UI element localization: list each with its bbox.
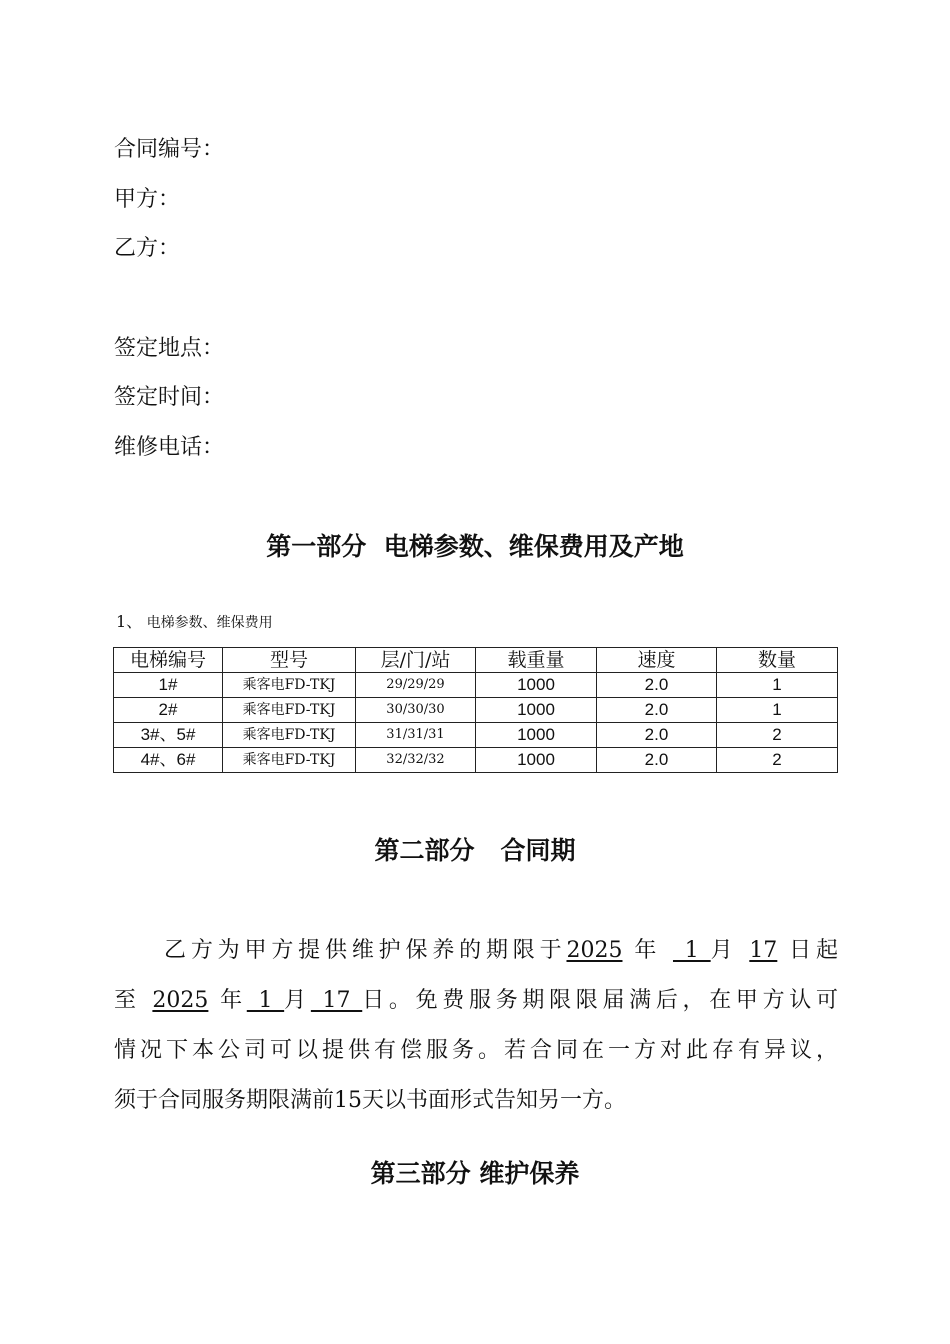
cell-load: 1000 [476, 673, 597, 698]
party-a-label: 甲方： [114, 187, 181, 212]
sign-time-label: 签定时间： [114, 385, 225, 410]
cell-floors: 31/31/31 [356, 723, 476, 748]
header-floors: 层/门/站 [356, 648, 476, 673]
table-row [114, 698, 838, 723]
start-month-char: 月 [710, 938, 738, 963]
table-row [114, 723, 838, 748]
elevator-params-table [113, 647, 838, 773]
sign-place-label: 签定地点： [114, 336, 225, 361]
table-row [114, 673, 838, 698]
paragraph-line-4: 须于合同服务期限满前15天以书面形式告知另一方。 [114, 1088, 626, 1113]
cell-floors: 30/30/30 [356, 698, 476, 723]
cell-quantity: 1 [717, 673, 838, 698]
subtitle-number: 1、 [116, 612, 143, 631]
repair-phone-label: 维修电话： [114, 435, 225, 460]
cell-elevator-no: 3#、5# [114, 723, 223, 748]
table-header-row [114, 648, 838, 673]
paragraph-line-3: 情况下本公司可以提供有偿服务。若合同在一方对此存有异议， [114, 1038, 838, 1063]
party-b-label: 乙方： [114, 236, 181, 261]
cell-model: 乘客电FD-TKJ [223, 698, 356, 723]
end-year-char: 年 [220, 988, 247, 1013]
table-row [114, 748, 838, 773]
end-day: 17 [310, 988, 363, 1013]
cell-model: 乘客电FD-TKJ [223, 673, 356, 698]
header-model: 型号 [223, 648, 356, 673]
section3-title: 第三部分 维护保养 [370, 1159, 580, 1188]
line1-suffix: 日起 [789, 938, 838, 963]
cell-speed: 2.0 [597, 748, 717, 773]
header-speed: 速度 [597, 648, 717, 673]
section1-subtitle [116, 611, 273, 634]
cell-speed: 2.0 [597, 698, 717, 723]
end-month: 1 [246, 988, 285, 1013]
cell-elevator-no: 4#、6# [114, 748, 223, 773]
start-year-char: 年 [634, 938, 662, 963]
cell-speed: 2.0 [597, 673, 717, 698]
end-year: 2025 [152, 988, 209, 1013]
cell-floors: 29/29/29 [356, 673, 476, 698]
header-elevator-no: 电梯编号 [114, 648, 223, 673]
line2-prefix: 至 [114, 988, 141, 1013]
cell-speed: 2.0 [597, 723, 717, 748]
cell-load: 1000 [476, 698, 597, 723]
cell-model: 乘客电FD-TKJ [223, 723, 356, 748]
header-load: 载重量 [476, 648, 597, 673]
header-quantity: 数量 [717, 648, 838, 673]
cell-quantity: 2 [717, 723, 838, 748]
cell-elevator-no: 1# [114, 673, 223, 698]
cell-floors: 32/32/32 [356, 748, 476, 773]
section2-title: 第二部分 合同期 [374, 836, 576, 865]
start-month: 1 [672, 938, 711, 963]
subtitle-text: 电梯参数、维保费用 [146, 615, 273, 631]
contract-number-label: 合同编号： [114, 137, 225, 162]
section1-title: 第一部分 电梯参数、维保费用及产地 [266, 532, 684, 561]
cell-load: 1000 [476, 723, 597, 748]
start-day: 17 [749, 938, 778, 963]
end-month-char: 月 [284, 988, 311, 1013]
cell-quantity: 2 [717, 748, 838, 773]
paragraph-line-2 [114, 976, 838, 1026]
line1-prefix: 乙方为甲方提供维护保养的期限于 [164, 938, 567, 963]
paragraph-line-1 [114, 926, 838, 976]
cell-quantity: 1 [717, 698, 838, 723]
line2-suffix: 日。免费服务期限限届满后，在甲方认可 [362, 988, 838, 1013]
cell-load: 1000 [476, 748, 597, 773]
cell-elevator-no: 2# [114, 698, 223, 723]
cell-model: 乘客电FD-TKJ [223, 748, 356, 773]
start-year: 2025 [566, 938, 623, 963]
